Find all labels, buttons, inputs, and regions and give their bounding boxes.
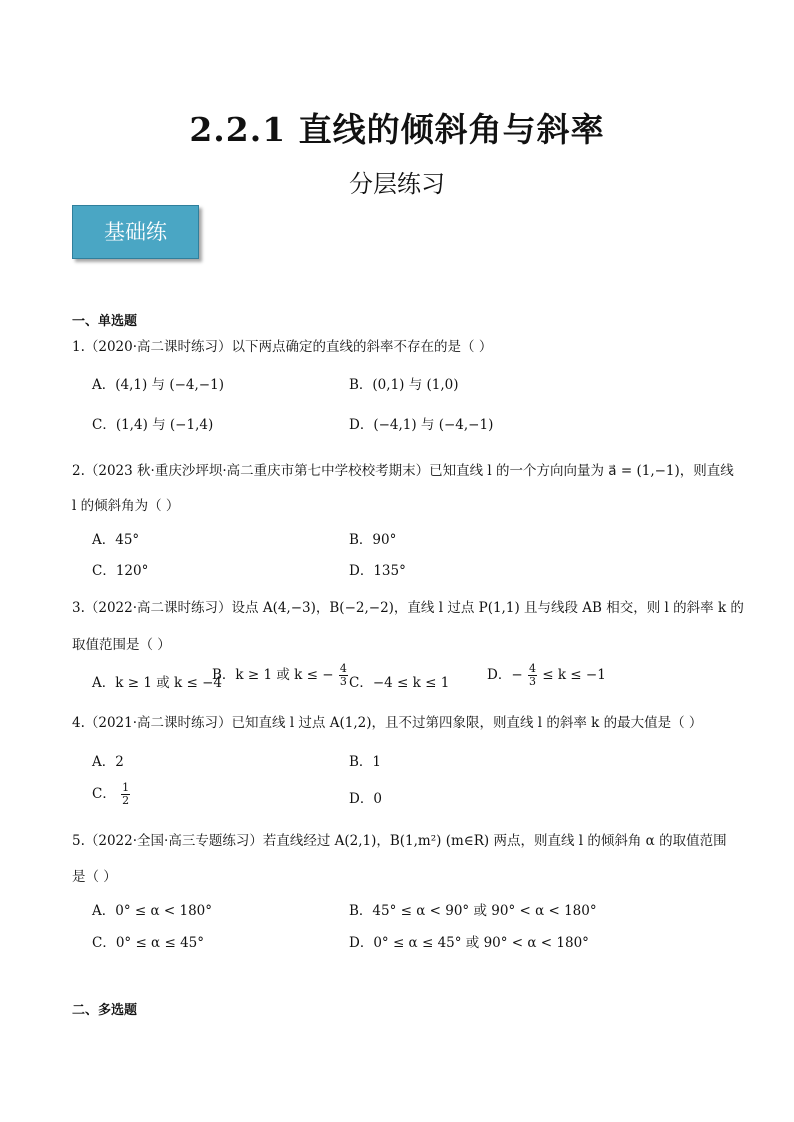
- fraction-numerator: 1: [122, 781, 130, 794]
- question-2-option-b: B．90°: [349, 532, 397, 548]
- fraction-denominator: 3: [339, 675, 347, 688]
- question-4-stem: 4.（2021·高二课时练习）已知直线 l 过点 A(1,2)，且不过第四象限，则直线 l 的斜率 k 的最大值是（ ）: [72, 715, 703, 731]
- question-2-option-a: A．45°: [92, 532, 140, 548]
- question-3-option-b-text: B．k ≥ 1 或 k ≤ −: [212, 667, 334, 683]
- question-3-option-b: [212, 663, 349, 688]
- question-3-stem-line1: 3.（2022·高二课时练习）设点 A(4,−3)，B(−2,−2)，直线 l 过点 P(1,1) 且与线段 AB 相交，则 l 的斜率 k 的: [72, 600, 744, 616]
- question-2-stem-line2: l 的倾斜角为（ ）: [72, 498, 180, 514]
- level-tag: 基础练: [72, 205, 199, 259]
- question-4-option-b: B．1: [349, 754, 382, 770]
- question-3-option-d-prefix: D．−: [487, 667, 523, 683]
- question-5-option-d: D．0° ≤ α ≤ 45° 或 90° < α < 180°: [349, 935, 589, 951]
- question-1-option-b: B．(0,1) 与 (1,0): [349, 377, 459, 393]
- section-heading-multi: 二、多选题: [72, 1003, 138, 1018]
- question-1-option-c: C．(1,4) 与 (−1,4): [92, 417, 214, 433]
- question-3-stem-line2: 取值范围是（ ）: [72, 637, 171, 653]
- question-4-option-d: D．0: [349, 791, 382, 807]
- question-5-option-b: B．45° ≤ α < 90° 或 90° < α < 180°: [349, 903, 597, 919]
- question-2-stem-line1: 2.（2023 秋·重庆沙坪坝·高二重庆市第七中学校校考期末）已知直线 l 的一个方向向量为 a⃗ = (1,−1)，则直线: [72, 463, 734, 479]
- fraction-denominator: 2: [122, 794, 130, 807]
- question-2-option-c: C．120°: [92, 563, 149, 579]
- question-3-option-d: [487, 663, 606, 688]
- question-1-option-d: D．(−4,1) 与 (−4,−1): [349, 417, 494, 433]
- question-3-option-a: A．k ≥ 1 或 k ≤ −4: [92, 675, 222, 691]
- fraction-numerator: 4: [339, 662, 347, 675]
- question-3-option-d-suffix: ≤ k ≤ −1: [542, 667, 606, 683]
- question-3-option-c: C．−4 ≤ k ≤ 1: [349, 675, 450, 691]
- page-subtitle: 分层练习: [349, 170, 445, 198]
- section-heading-single: 一、单选题: [72, 314, 138, 329]
- question-1-stem: 1.（2020·高二课时练习）以下两点确定的直线的斜率不存在的是（ ）: [72, 339, 493, 355]
- question-5-stem-line1: 5.（2022·全国·高三专题练习）若直线经过 A(2,1)，B(1,m²) (m∈R) 两点，则直线 l 的倾斜角 α 的取值范围: [72, 833, 727, 849]
- page-title: 2.2.1 直线的倾斜角与斜率: [189, 110, 605, 149]
- question-5-option-c: C．0° ≤ α ≤ 45°: [92, 935, 205, 951]
- fraction-denominator: 3: [528, 675, 536, 688]
- question-4-option-c-label: C．: [92, 786, 116, 802]
- question-4-option-a: A．2: [92, 754, 124, 770]
- question-5-stem-line2: 是（ ）: [72, 869, 117, 885]
- fraction-four-thirds: [339, 663, 348, 688]
- question-5-option-a: A．0° ≤ α < 180°: [92, 903, 213, 919]
- fraction-four-thirds: [528, 663, 537, 688]
- fraction-numerator: 4: [528, 662, 536, 675]
- question-4-option-c: [92, 782, 131, 807]
- question-2-option-d: D．135°: [349, 563, 406, 579]
- question-1-option-a: A．(4,1) 与 (−4,−1): [92, 377, 224, 393]
- fraction-one-half: [121, 782, 130, 807]
